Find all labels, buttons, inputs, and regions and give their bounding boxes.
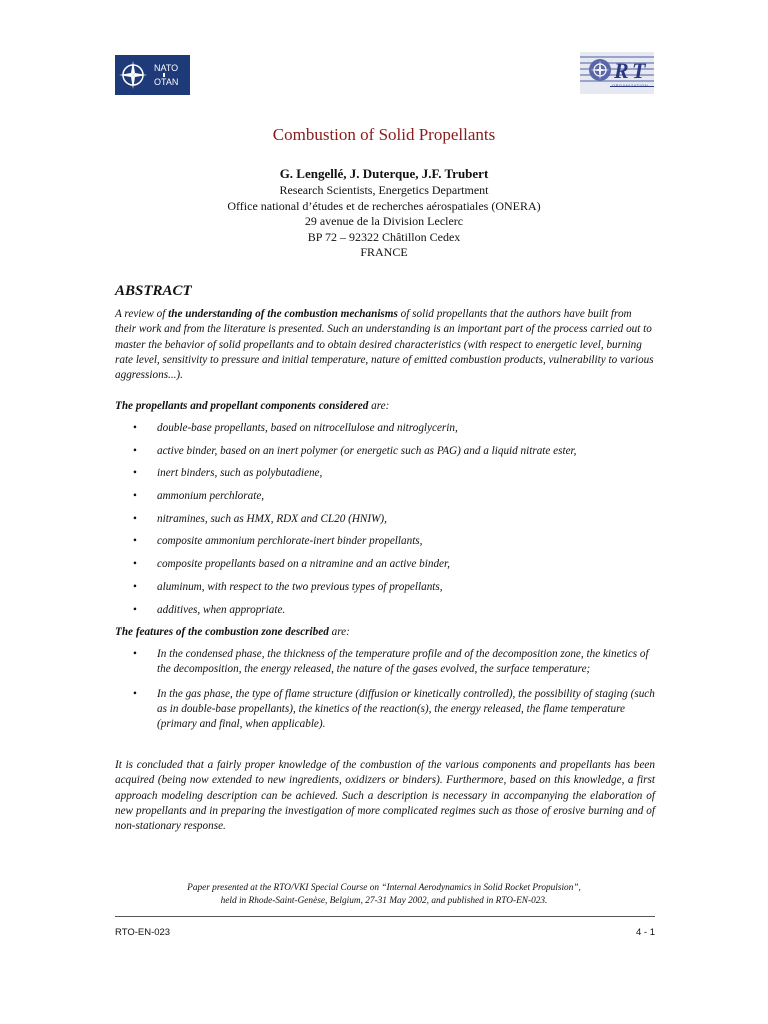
conclusion-paragraph: It is concluded that a fairly proper knowledge of the combustion of the various components and propellants has been acquired (being now extended to new ingredients, oxidizers or binders). Furthermore, based on this knowledge, a first approach modeling description can be achieved. Such a description is necessary in accompanying the elaboration of new propellants and in preparing the investigation of more complicated regimes such as those of erosive burning and of non-stationary response. [115, 759, 655, 833]
list-item [115, 421, 655, 444]
bullet-icon: • [133, 444, 137, 457]
list-item [115, 512, 655, 535]
footer-page-number: 4 - 1 [635, 927, 655, 938]
affiliation-line: Office national d’études et de recherches aérospatiales (ONERA) [227, 198, 541, 213]
components-heading-rest: are: [368, 400, 390, 412]
bullet-icon: • [133, 512, 137, 525]
affiliation-line: Research Scientists, Energetics Department [279, 183, 489, 197]
features-heading-bold: The features of the combustion zone described [115, 626, 329, 638]
list-item-text: nitramines, such as HMX, RDX and CL20 (HNIW), [157, 512, 387, 525]
list-item-text: In the gas phase, the type of flame structure (diffusion or kinetically controlled), the possibility of staging (such as in double-base propellants), the kinetics of the reaction(s), the energy released, the flame temperature (primary and final, when applicable). [157, 687, 655, 731]
abstract-heading: ABSTRACT [115, 283, 192, 299]
rto-subtext: ORGANIZATION [612, 83, 649, 88]
list-item-text: double-base propellants, based on nitrocellulose and nitroglycerin, [157, 422, 458, 434]
list-item-text: active binder, based on an inert polymer (or energetic such as PAG) and a liquid nitrate ester, [157, 444, 577, 457]
affiliation-line: BP 72 – 92322 Châtillon Cedex [307, 229, 461, 244]
abstract-emphasis: the understanding of the combustion mechanisms [168, 308, 398, 320]
components-list [115, 421, 655, 625]
list-item-text: aluminum, with respect to the two previous types of propellants, [157, 580, 443, 593]
abstract-lead: A review of [115, 308, 169, 320]
bullet-icon: • [133, 535, 137, 548]
svg-text:R: R [614, 58, 629, 83]
bullet-icon: • [133, 687, 137, 700]
features-list [115, 647, 655, 741]
footer-doc-id: RTO-EN-023 [115, 927, 171, 938]
bullet-icon: • [133, 648, 137, 660]
abstract-rest: of solid propellants that the authors have built from their work and from the literature is presented. Such an understanding is an important part of the process carried out to master the behavior of solid propellants and to obtain desired characteristics (with respect to energetic level, burning rate level, sensitivity to pressure and initial temperature, nature of emitted combustion products, vulnerability to various aggressions...). [115, 308, 654, 382]
abstract-paragraph [115, 307, 655, 383]
nato-logo [115, 55, 190, 95]
list-item-text: ammonium perchlorate, [157, 490, 265, 503]
list-item [115, 687, 655, 733]
bullet-icon: • [133, 422, 137, 434]
bullet-icon: • [133, 467, 137, 480]
list-item-text: composite propellants based on a nitramine and an active binder, [157, 558, 450, 571]
list-item [115, 534, 655, 557]
bullet-icon: • [133, 558, 137, 571]
components-heading [115, 399, 655, 414]
footer-divider [115, 916, 655, 917]
authors: G. Lengellé, J. Duterque, J.F. Trubert [279, 166, 489, 181]
nato-line2: OTAN [154, 77, 179, 87]
affiliation-line: FRANCE [360, 245, 408, 260]
list-item [115, 444, 655, 467]
footnote-line: Paper presented at the RTO/VKI Special Course on “Internal Aerodynamics in Solid Rocket Propulsion”, [187, 883, 581, 893]
features-heading-rest: are: [328, 626, 350, 638]
footnote [0, 882, 768, 907]
bullet-icon: • [133, 580, 137, 593]
affiliation-line: 29 avenue de la Division Leclerc [304, 214, 464, 229]
features-heading [115, 625, 655, 640]
paper-title: Combustion of Solid Propellants [272, 125, 496, 144]
nato-line1: NATO [154, 63, 179, 73]
list-item-text: composite ammonium perchlorate-inert binder propellants, [157, 535, 423, 548]
nato-wordmark [151, 55, 190, 95]
list-item-text: inert binders, such as polybutadiene, [157, 467, 323, 480]
list-item [115, 580, 655, 603]
list-item [115, 489, 655, 512]
nato-compass-icon [115, 55, 151, 95]
list-item-text: additives, when appropriate. [157, 603, 286, 616]
affiliation-block [0, 183, 768, 261]
bullet-icon: • [133, 490, 137, 503]
list-item [115, 647, 655, 678]
svg-text:T: T [632, 58, 646, 83]
components-heading-bold: The propellants and propellant components considered [115, 400, 369, 412]
list-item [115, 557, 655, 580]
list-item [115, 603, 655, 626]
bullet-icon: • [133, 603, 137, 616]
footnote-line: held in Rhode-Saint-Genèse, Belgium, 27-31 May 2002, and published in RTO-EN-023. [220, 895, 548, 906]
list-item [115, 466, 655, 489]
list-item-text: In the condensed phase, the thickness of the temperature profile and of the decomposition zone, the kinetics of the decomposition, the energy released, the nature of the gases evolved, the surface temperature; [157, 648, 649, 676]
